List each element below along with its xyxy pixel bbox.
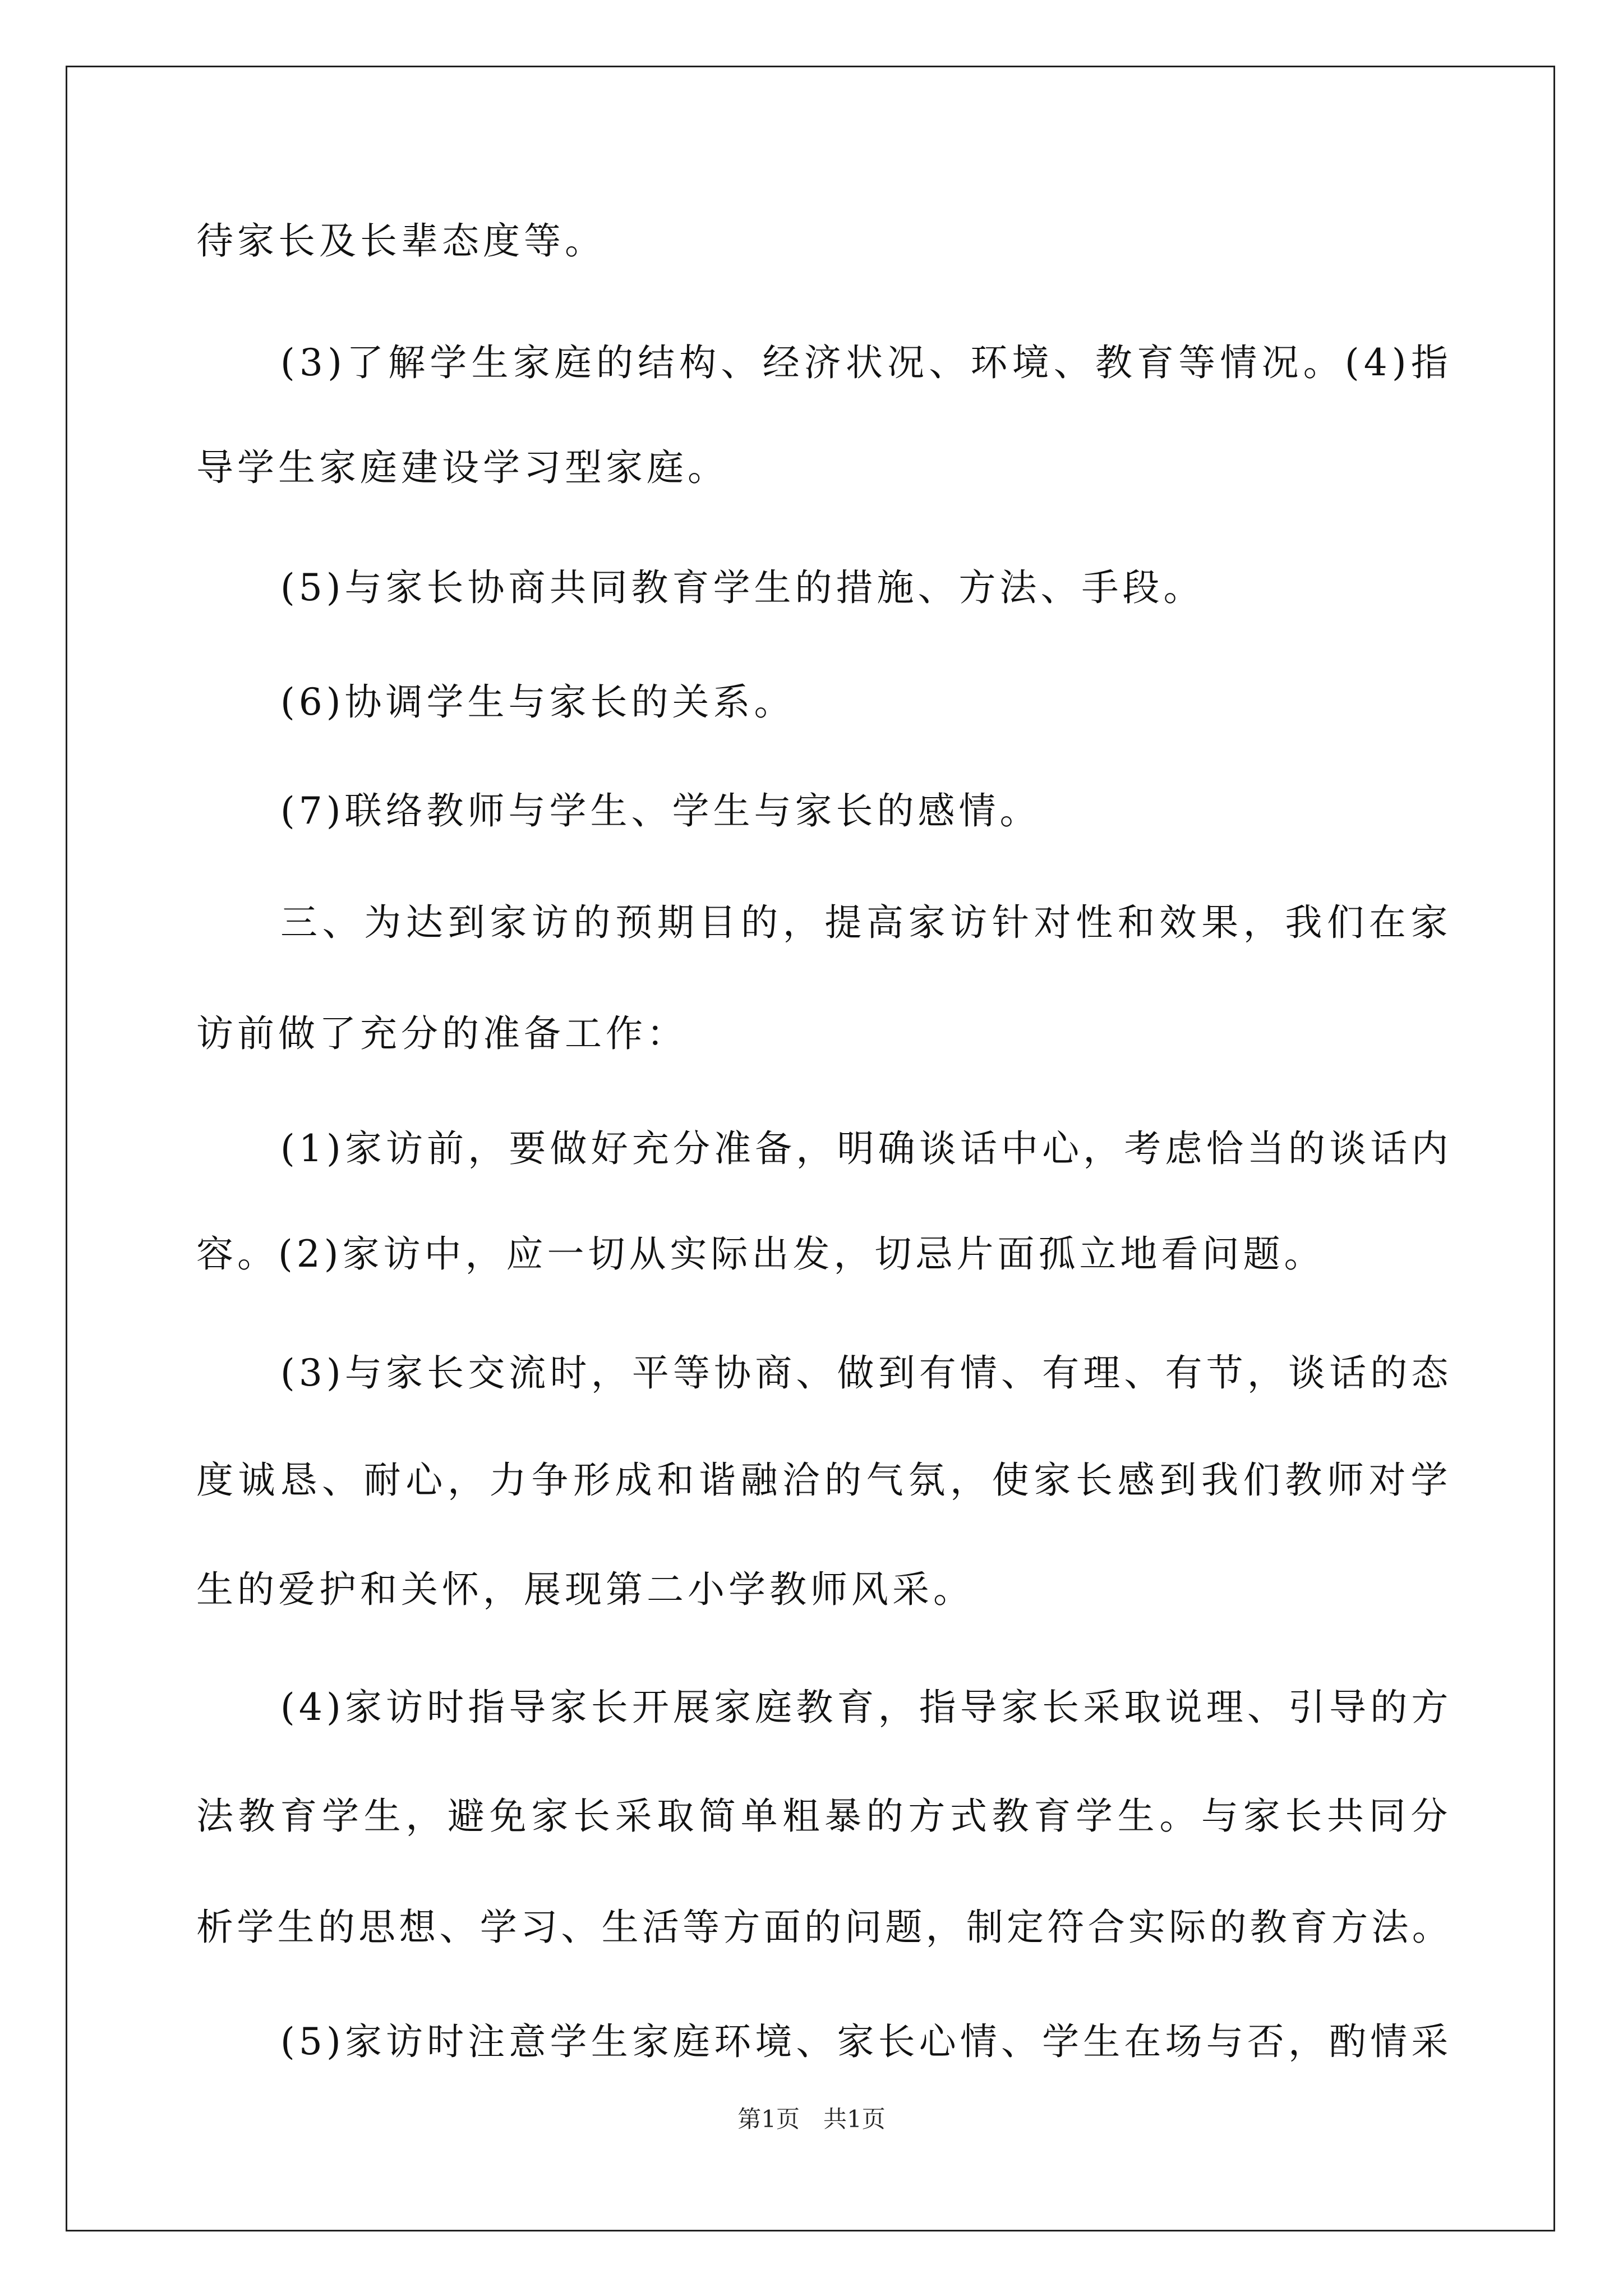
text-line: 导学生家庭建设学习型家庭。 (196, 446, 728, 489)
text-line: (7)联络教师与学生、学生与家长的感情。 (280, 789, 1041, 832)
text-line: 析学生的思想、学习、生活等方面的问题，制定符合实际的教育方法。 (196, 1906, 1453, 1949)
text-line: 待家长及长辈态度等。 (196, 219, 606, 263)
text-line: (3)与家长交流时，平等协商、做到有情、有理、有节，谈话的态 (280, 1351, 1453, 1395)
text-line: 容。(2)家访中，应一切从实际出发，切忌片面孤立地看问题。 (196, 1232, 1325, 1276)
text-line: 访前做了充分的准备工作： (196, 1012, 688, 1055)
text-line: (3)了解学生家庭的结构、经济状况、环境、教育等情况。(4)指 (280, 341, 1453, 384)
text-line: (1)家访前，要做好充分准备，明确谈话中心，考虑恰当的谈话内 (280, 1127, 1453, 1170)
text-line: 三、为达到家访的预期目的，提高家访针对性和效果，我们在家 (280, 901, 1453, 944)
page-number: 第1页 共1页 (737, 2105, 886, 2133)
text-line: (6)协调学生与家长的关系。 (280, 680, 795, 724)
text-line: 生的爱护和关怀，展现第二小学教师风采。 (196, 1568, 974, 1611)
text-line: (4)家访时指导家长开展家庭教育，指导家长采取说理、引导的方 (280, 1686, 1453, 1729)
text-line: 度诚恳、耐心，力争形成和谐融洽的气氛，使家长感到我们教师对学 (196, 1458, 1453, 1502)
text-line: (5)家访时注意学生家庭环境、家长心情、学生在场与否，酌情采 (280, 2020, 1453, 2063)
text-line: (5)与家长协商共同教育学生的措施、方法、手段。 (280, 566, 1205, 609)
text-line: 法教育学生，避免家长采取简单粗暴的方式教育学生。与家长共同分 (196, 1795, 1453, 1838)
